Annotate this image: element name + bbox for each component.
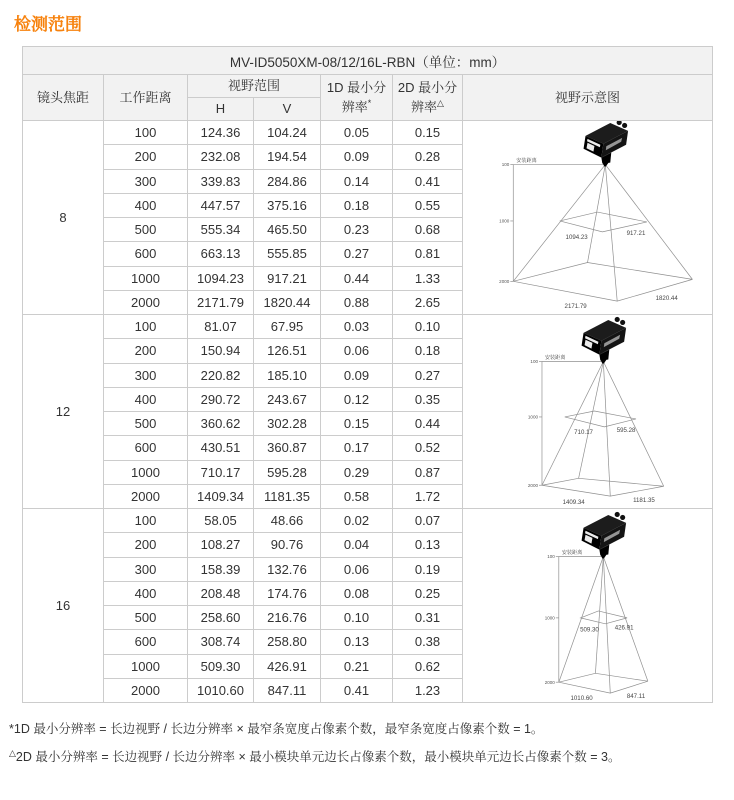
focal-length-cell: 16 [23, 509, 104, 703]
col-header-res-2d [393, 75, 463, 121]
col-header-h: H [188, 98, 254, 121]
res-2d-cell: 0.35 [393, 387, 463, 411]
col-header-working-distance: 工作距离 [104, 75, 188, 121]
axis-label: 安装距离 [515, 158, 537, 165]
fov-h-cell: 208.48 [188, 581, 254, 605]
fov-v-cell: 243.67 [254, 387, 321, 411]
res-2d-cell: 0.15 [393, 121, 463, 145]
fov-v-cell: 1181.35 [254, 484, 321, 508]
working-distance-cell: 100 [104, 315, 188, 339]
axis-tick-label: 100 [546, 554, 555, 560]
res-2d-cell: 0.18 [393, 339, 463, 363]
footnote-2d-text: 2D 最小分辨率 = 长边视野 / 长边分辨率 × 最小模块单元边长占像素个数，最小模块单元边长占像素个数 = 3。 [15, 750, 621, 765]
working-distance-cell: 500 [104, 218, 188, 242]
fov-h-cell: 258.60 [188, 606, 254, 630]
fov-v-cell: 426.91 [254, 654, 321, 678]
axis-tick-label: 2000 [527, 482, 538, 488]
mid-fov-v-label: 426.91 [614, 624, 634, 632]
footnotes [9, 720, 734, 766]
table-row [23, 121, 713, 145]
bottom-fov-h-label: 1010.60 [570, 695, 593, 702]
working-distance-cell: 1000 [104, 460, 188, 484]
working-distance-cell: 600 [104, 242, 188, 266]
res-1d-cell: 0.14 [321, 169, 393, 193]
working-distance-cell: 300 [104, 557, 188, 581]
working-distance-cell: 600 [104, 630, 188, 654]
fov-h-cell: 308.74 [188, 630, 254, 654]
working-distance-cell: 2000 [104, 678, 188, 702]
res-1d-cell: 0.18 [321, 193, 393, 217]
bottom-fov-v-label: 1181.35 [632, 497, 655, 505]
table-title: MV-ID5050XM-08/12/16L-RBN（单位：mm） [23, 47, 713, 75]
diagram-cell [463, 121, 713, 315]
axis-tick-label: 1000 [544, 615, 555, 621]
res-1d-cell: 0.09 [321, 145, 393, 169]
fov-h-cell: 1094.23 [188, 266, 254, 290]
fov-diagram [464, 509, 712, 702]
mid-fov-h-label: 1094.23 [565, 233, 588, 241]
distance-axis [544, 548, 603, 685]
fov-h-cell: 430.51 [188, 436, 254, 460]
focal-length-cell: 8 [23, 121, 104, 315]
res-1d-cell: 0.27 [321, 242, 393, 266]
bottom-fov-h-label: 2171.79 [564, 303, 587, 311]
fov-h-cell: 339.83 [188, 169, 254, 193]
col-header-v: V [254, 98, 321, 121]
res-2d-cell: 0.41 [393, 169, 463, 193]
table-row [23, 315, 713, 339]
res-2d-cell: 0.07 [393, 509, 463, 533]
table-header-row-1 [23, 75, 713, 98]
fov-h-cell: 663.13 [188, 242, 254, 266]
res-1d-cell: 0.06 [321, 557, 393, 581]
fov-h-cell: 290.72 [188, 387, 254, 411]
res-1d-cell: 0.04 [321, 533, 393, 557]
camera-icon [581, 317, 626, 364]
fov-v-cell: 465.50 [254, 218, 321, 242]
working-distance-cell: 300 [104, 363, 188, 387]
footnote-2d-marker: △ [9, 748, 16, 759]
axis-tick-label: 1000 [498, 218, 509, 224]
mid-fov-rect [564, 411, 635, 427]
res-1d-cell: 0.05 [321, 121, 393, 145]
bottom-fov-rect [558, 673, 647, 693]
col-header-res-1d [321, 75, 393, 121]
footnote-1d [9, 720, 734, 738]
fov-v-cell: 555.85 [254, 242, 321, 266]
res-1d-cell: 0.06 [321, 339, 393, 363]
diagram-cell [463, 315, 713, 509]
axis-tick-label: 2000 [498, 279, 509, 285]
working-distance-cell: 200 [104, 533, 188, 557]
fov-v-cell: 595.28 [254, 460, 321, 484]
res-1d-cell: 0.58 [321, 484, 393, 508]
fov-v-cell: 360.87 [254, 436, 321, 460]
res-1d-cell: 0.41 [321, 678, 393, 702]
camera-icon [581, 512, 626, 559]
focal-length-cell: 12 [23, 315, 104, 509]
res-2d-cell: 2.65 [393, 290, 463, 314]
working-distance-cell: 1000 [104, 266, 188, 290]
camera-icon [583, 121, 628, 167]
mid-fov-h-label: 710.17 [573, 428, 593, 436]
bottom-fov-v-label: 847.11 [626, 693, 645, 701]
res-2d-cell: 0.27 [393, 363, 463, 387]
fov-v-cell: 126.51 [254, 339, 321, 363]
fov-v-cell: 48.66 [254, 509, 321, 533]
fov-v-cell: 194.54 [254, 145, 321, 169]
res-2d-cell: 0.52 [393, 436, 463, 460]
working-distance-cell: 2000 [104, 290, 188, 314]
res-2d-cell: 0.81 [393, 242, 463, 266]
axis-tick-label: 100 [529, 359, 538, 365]
fov-h-cell: 447.57 [188, 193, 254, 217]
axis-tick-label: 100 [501, 162, 509, 168]
res-2d-cell: 1.33 [393, 266, 463, 290]
res-2d-cell: 0.10 [393, 315, 463, 339]
bottom-fov-h-label: 1409.34 [562, 499, 585, 507]
working-distance-cell: 400 [104, 387, 188, 411]
fov-v-cell: 216.76 [254, 606, 321, 630]
axis-label: 安装距离 [561, 550, 582, 557]
fov-h-cell: 509.30 [188, 654, 254, 678]
col-header-focal-length: 镜头焦距 [23, 75, 104, 121]
res-2d-cell: 0.28 [393, 145, 463, 169]
working-distance-cell: 500 [104, 412, 188, 436]
distance-axis [527, 353, 602, 488]
fov-h-cell: 2171.79 [188, 290, 254, 314]
fov-h-cell: 220.82 [188, 363, 254, 387]
res-1d-cell: 0.44 [321, 266, 393, 290]
table-body [23, 121, 713, 703]
fov-h-cell: 124.36 [188, 121, 254, 145]
res-1d-cell: 0.23 [321, 218, 393, 242]
page-title: 检测范围 [14, 15, 82, 34]
fov-diagram [464, 121, 712, 314]
working-distance-cell: 400 [104, 581, 188, 605]
fov-h-cell: 81.07 [188, 315, 254, 339]
res-1d-marker: * [367, 97, 372, 108]
col-header-fov-range: 视野范围 [188, 75, 321, 98]
fov-h-cell: 710.17 [188, 460, 254, 484]
fov-v-cell: 132.76 [254, 557, 321, 581]
working-distance-cell: 300 [104, 169, 188, 193]
res-2d-marker: △ [437, 97, 444, 108]
mid-fov-v-label: 595.28 [616, 426, 635, 434]
res-1d-cell: 0.02 [321, 509, 393, 533]
fov-v-cell: 302.28 [254, 412, 321, 436]
res-1d-cell: 0.29 [321, 460, 393, 484]
res-1d-cell: 0.03 [321, 315, 393, 339]
fov-v-cell: 258.80 [254, 630, 321, 654]
res-1d-cell: 0.09 [321, 363, 393, 387]
bottom-fov-rect [541, 478, 663, 496]
fov-h-cell: 108.27 [188, 533, 254, 557]
working-distance-cell: 200 [104, 145, 188, 169]
working-distance-cell: 2000 [104, 484, 188, 508]
working-distance-cell: 100 [104, 121, 188, 145]
footnote-1d-text: 1D 最小分辨率 = 长边视野 / 长边分辨率 × 最窄条宽度占像素个数，最窄条宽度占像素个数 = 1。 [13, 722, 544, 736]
distance-axis [499, 156, 605, 284]
axis-label: 安装距离 [544, 355, 565, 362]
col-header-schematic: 视野示意图 [463, 75, 713, 121]
res-2d-cell: 1.72 [393, 484, 463, 508]
working-distance-cell: 600 [104, 436, 188, 460]
fov-v-cell: 90.76 [254, 533, 321, 557]
table-title-row [23, 47, 713, 75]
mid-fov-rect [580, 611, 627, 624]
res-2d-cell: 0.44 [393, 412, 463, 436]
fov-h-cell: 158.39 [188, 557, 254, 581]
fov-v-cell: 847.11 [254, 678, 321, 702]
res-2d-cell: 1.23 [393, 678, 463, 702]
fov-v-cell: 917.21 [254, 266, 321, 290]
res-2d-cell: 0.38 [393, 630, 463, 654]
fov-h-cell: 150.94 [188, 339, 254, 363]
res-2d-label: 2D 最小分辨率 [397, 80, 458, 115]
fov-v-cell: 185.10 [254, 363, 321, 387]
working-distance-cell: 500 [104, 606, 188, 630]
res-1d-cell: 0.15 [321, 412, 393, 436]
res-2d-cell: 0.87 [393, 460, 463, 484]
fov-v-cell: 67.95 [254, 315, 321, 339]
footnote-2d [9, 747, 734, 766]
table-row [23, 509, 713, 533]
fov-v-cell: 104.24 [254, 121, 321, 145]
fov-h-cell: 232.08 [188, 145, 254, 169]
res-2d-cell: 0.25 [393, 581, 463, 605]
fov-v-cell: 375.16 [254, 193, 321, 217]
res-1d-cell: 0.12 [321, 387, 393, 411]
working-distance-cell: 100 [104, 509, 188, 533]
diagram-cell [463, 509, 713, 703]
res-1d-cell: 0.10 [321, 606, 393, 630]
bottom-fov-v-label: 1820.44 [655, 295, 678, 303]
res-1d-label: 1D 最小分辨率 [326, 80, 387, 115]
mid-fov-h-label: 509.30 [579, 626, 599, 634]
res-1d-cell: 0.08 [321, 581, 393, 605]
fov-diagram [464, 315, 712, 508]
res-1d-cell: 0.21 [321, 654, 393, 678]
spec-table [22, 46, 713, 703]
fov-h-cell: 58.05 [188, 509, 254, 533]
fov-h-cell: 1010.60 [188, 678, 254, 702]
res-1d-cell: 0.13 [321, 630, 393, 654]
fov-v-cell: 284.86 [254, 169, 321, 193]
fov-v-cell: 174.76 [254, 581, 321, 605]
fov-v-cell: 1820.44 [254, 290, 321, 314]
axis-tick-label: 2000 [544, 679, 555, 685]
axis-tick-label: 1000 [527, 414, 538, 420]
res-2d-cell: 0.55 [393, 193, 463, 217]
fov-h-cell: 360.62 [188, 412, 254, 436]
working-distance-cell: 1000 [104, 654, 188, 678]
working-distance-cell: 400 [104, 193, 188, 217]
working-distance-cell: 200 [104, 339, 188, 363]
fov-h-cell: 1409.34 [188, 484, 254, 508]
res-2d-cell: 0.68 [393, 218, 463, 242]
res-1d-cell: 0.17 [321, 436, 393, 460]
mid-fov-v-label: 917.21 [626, 229, 645, 237]
res-2d-cell: 0.13 [393, 533, 463, 557]
fov-h-cell: 555.34 [188, 218, 254, 242]
res-1d-cell: 0.88 [321, 290, 393, 314]
footnote-1d-marker: * [9, 722, 14, 736]
res-2d-cell: 0.31 [393, 606, 463, 630]
res-2d-cell: 0.19 [393, 557, 463, 581]
res-2d-cell: 0.62 [393, 654, 463, 678]
